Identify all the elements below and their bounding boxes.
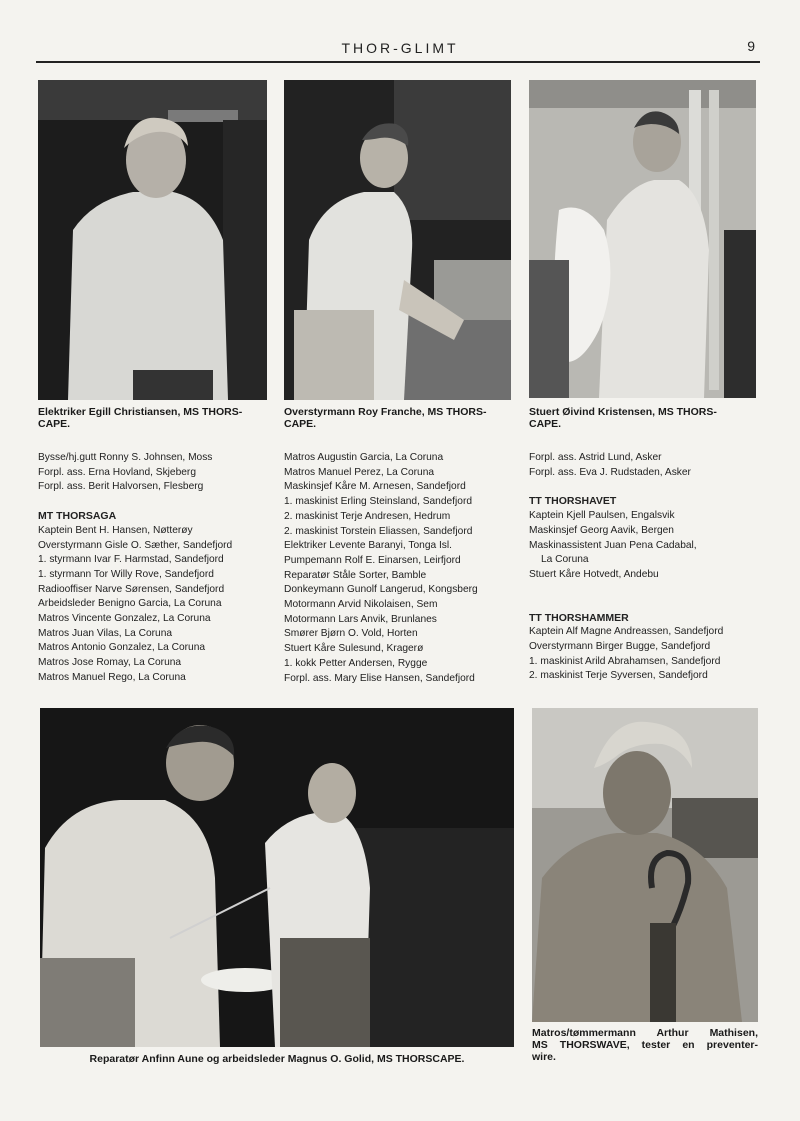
caption-line: Elektriker Egill Christiansen, MS THORS- bbox=[38, 406, 243, 418]
crew-line: Forpl. ass. Erna Hovland, Skjeberg bbox=[38, 466, 196, 478]
caption-steward bbox=[529, 406, 756, 430]
crew-line: Matros Vincente Gonzalez, La Coruna bbox=[38, 613, 211, 625]
photo-sailor-carpenter bbox=[532, 708, 758, 1022]
caption-electrician bbox=[38, 406, 267, 430]
header-rule bbox=[36, 61, 760, 63]
crew-line: Matros Manuel Perez, La Coruna bbox=[284, 466, 435, 478]
crew-line: Forpl. ass. Eva J. Rudstaden, Asker bbox=[529, 466, 691, 478]
caption-line: CAPE. bbox=[529, 418, 562, 430]
crew-line: Kaptein Bent H. Hansen, Nøtterøy bbox=[38, 524, 193, 536]
crew-line: 2. maskinist Terje Andresen, Hedrum bbox=[284, 510, 451, 522]
caption-line: MS THORSWAVE, tester en preventer- bbox=[532, 1039, 758, 1051]
crew-line: Maskinsjef Kåre M. Arnesen, Sandefjord bbox=[284, 481, 466, 493]
crew-line: Stuert Kåre Hotvedt, Andebu bbox=[529, 568, 659, 580]
caption-chief-officer bbox=[284, 406, 511, 430]
photo-electrician bbox=[38, 80, 267, 400]
crew-line: Matros Antonio Gonzalez, La Coruna bbox=[38, 642, 206, 654]
crew-line: Stuert Kåre Sulesund, Kragerø bbox=[284, 643, 424, 655]
caption-line: Matros/tømmermann Arthur Mathisen, bbox=[532, 1027, 758, 1039]
crew-line: Smører Bjørn O. Vold, Horten bbox=[284, 628, 418, 640]
crew-line: La Coruna bbox=[541, 554, 589, 566]
caption-line: Stuert Øivind Kristensen, MS THORS- bbox=[529, 406, 717, 418]
crew-list-column-2 bbox=[284, 451, 519, 686]
crew-line: Bysse/hj.gutt Ronny S. Johnsen, Moss bbox=[38, 452, 213, 463]
crew-line: Kaptein Alf Magne Andreassen, Sandefjord bbox=[529, 626, 724, 638]
crew-list-column-1 bbox=[38, 451, 273, 686]
crew-line: 2. maskinist Terje Syversen, Sandefjord bbox=[529, 670, 708, 682]
crew-line: Arbeidsleder Benigno Garcia, La Coruna bbox=[38, 598, 222, 610]
section-heading: MT THORSAGA bbox=[38, 510, 117, 523]
crew-line: Forpl. ass. Berit Halvorsen, Flesberg bbox=[38, 481, 204, 493]
page-header-title: THOR-GLIMT bbox=[341, 40, 459, 56]
crew-line: 2. maskinist Torstein Eliassen, Sandefjord bbox=[284, 525, 473, 537]
crew-line: 1. maskinist Erling Steinsland, Sandefjord bbox=[284, 496, 473, 508]
crew-line: 1. kokk Petter Andersen, Rygge bbox=[284, 657, 428, 669]
section-heading: TT THORSHAVET bbox=[529, 495, 617, 508]
crew-line: Elektriker Levente Baranyi, Tonga Isl. bbox=[284, 540, 452, 552]
crew-line: Matros Augustin Garcia, La Coruna bbox=[284, 452, 444, 463]
caption-repairman-and-foreman: Reparatør Anfinn Aune og arbeidsleder Magnus O. Golid, MS THORSCAPE. bbox=[89, 1053, 465, 1065]
crew-line: 1. maskinist Arild Abrahamsen, Sandefjord bbox=[529, 655, 721, 667]
crew-line: Motormann Arvid Nikolaisen, Sem bbox=[284, 599, 438, 611]
crew-line: Maskinassistent Juan Pena Cadabal, bbox=[529, 539, 697, 551]
caption-sailor-carpenter bbox=[532, 1027, 758, 1063]
crew-line: Donkeymann Gunolf Langerud, Kongsberg bbox=[284, 584, 478, 596]
photo-repairman-and-foreman bbox=[40, 708, 514, 1047]
caption-line: CAPE. bbox=[284, 418, 317, 430]
crew-line: Radiooffiser Narve Sørensen, Sandefjord bbox=[38, 583, 225, 595]
photo-steward bbox=[529, 80, 756, 398]
crew-line: Overstyrmann Birger Bugge, Sandefjord bbox=[529, 641, 711, 653]
crew-list-column-3 bbox=[529, 451, 764, 684]
crew-line: Overstyrmann Gisle O. Sæther, Sandefjord bbox=[38, 539, 233, 551]
crew-line: Maskinsjef Georg Aavik, Bergen bbox=[529, 524, 674, 536]
crew-line: 1. styrmann Tor Willy Rove, Sandefjord bbox=[38, 568, 214, 580]
photo-chief-officer bbox=[284, 80, 511, 400]
crew-line: Matros Jose Romay, La Coruna bbox=[38, 657, 182, 669]
crew-line: Matros Manuel Rego, La Coruna bbox=[38, 671, 186, 683]
caption-line: Overstyrmann Roy Franche, MS THORS- bbox=[284, 406, 487, 418]
crew-line: Pumpemann Rolf E. Einarsen, Leirfjord bbox=[284, 554, 461, 566]
crew-line: Forpl. ass. Mary Elise Hansen, Sandefjord bbox=[284, 672, 475, 684]
caption-line: wire. bbox=[532, 1051, 556, 1063]
crew-line: Motormann Lars Anvik, Brunlanes bbox=[284, 613, 437, 625]
crew-line: Forpl. ass. Astrid Lund, Asker bbox=[529, 452, 662, 463]
page-number: 9 bbox=[747, 38, 755, 54]
crew-line: Matros Juan Vilas, La Coruna bbox=[38, 627, 173, 639]
crew-line: Kaptein Kjell Paulsen, Engalsvik bbox=[529, 510, 675, 522]
crew-line: Reparatør Ståle Sorter, Bamble bbox=[284, 569, 427, 581]
section-heading: TT THORSHAMMER bbox=[529, 611, 629, 624]
caption-line: CAPE. bbox=[38, 418, 71, 430]
crew-line: 1. styrmann Ivar F. Harmstad, Sandefjord bbox=[38, 554, 224, 566]
